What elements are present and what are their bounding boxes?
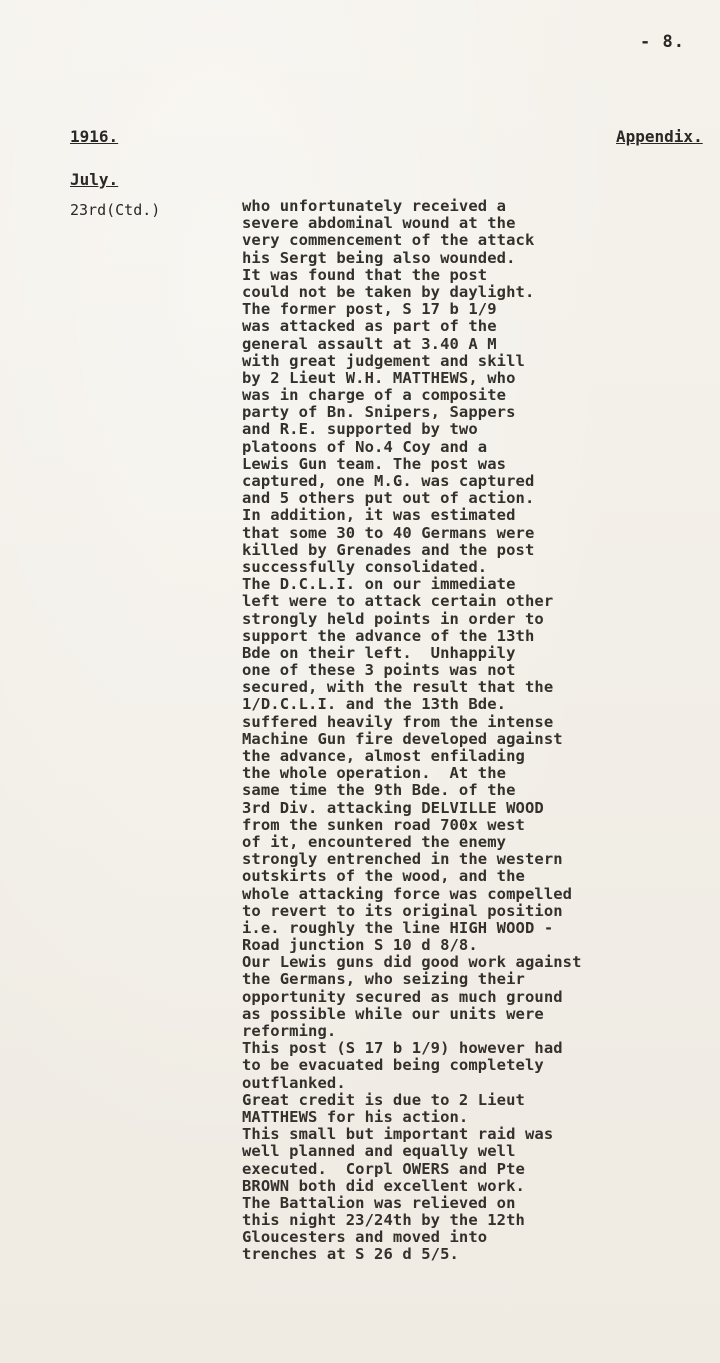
text-line: general assault at 3.40 A M xyxy=(242,334,497,353)
text-line: reforming. xyxy=(242,1022,337,1040)
text-line: 3rd Div. attacking DELVILLE WOOD xyxy=(242,798,544,817)
text-line: left were to attack certain other xyxy=(242,592,554,611)
text-line: successfully consolidated. xyxy=(242,557,488,576)
text-line: outflanked. xyxy=(242,1073,346,1092)
text-line: with great judgement and skill xyxy=(242,351,525,370)
text-line: to be evacuated being completely xyxy=(242,1056,544,1075)
text-line: killed by Grenades and the post xyxy=(242,540,535,559)
text-line: that some 30 to 40 Germans were xyxy=(242,523,535,542)
text-line: This post (S 17 b 1/9) however had xyxy=(242,1039,563,1058)
text-line: BROWN both did excellent work. xyxy=(242,1176,525,1195)
text-line: opportunity secured as much ground xyxy=(242,987,563,1006)
text-line: the Germans, who seizing their xyxy=(242,970,525,989)
text-line: of it, encountered the enemy xyxy=(242,832,507,851)
year-heading: 1916. xyxy=(70,127,119,146)
text-line: platoons of No.4 Coy and a xyxy=(242,437,488,456)
text-line: was attacked as part of the xyxy=(242,317,497,336)
text-line: the whole operation. At the xyxy=(242,764,507,783)
page-number: - 8. xyxy=(640,32,685,52)
text-line: party of Bn. Snipers, Sappers xyxy=(242,403,516,422)
text-line: The D.C.L.I. on our immediate xyxy=(242,575,516,594)
text-line: Road junction S 10 d 8/8. xyxy=(242,936,478,955)
date-label: 23rd(Ctd.) xyxy=(70,201,161,219)
text-line: Machine Gun fire developed against xyxy=(242,729,563,748)
text-line: severe abdominal wound at the xyxy=(242,214,516,233)
appendix-heading: Appendix. xyxy=(616,127,703,146)
text-line: was in charge of a composite xyxy=(242,386,507,405)
text-line: executed. Corpl OWERS and Pte xyxy=(242,1159,525,1178)
text-line: strongly entrenched in the western xyxy=(242,850,563,869)
text-line: The Battalion was relieved on xyxy=(242,1193,516,1212)
text-line: Bde on their left. Unhappily xyxy=(242,643,516,662)
text-line: very commencement of the attack xyxy=(242,231,535,250)
text-line: this night 23/24th by the 12th xyxy=(242,1211,525,1230)
month-heading: July. xyxy=(70,170,119,189)
text-line: 1/D.C.L.I. and the 13th Bde. xyxy=(242,695,507,714)
text-line: strongly held points in order to xyxy=(242,609,544,628)
text-line: one of these 3 points was not xyxy=(242,661,516,680)
text-line: Great credit is due to 2 Lieut xyxy=(242,1090,525,1109)
text-line: Lewis Gun team. The post was xyxy=(242,454,507,473)
text-line: Our Lewis guns did good work against xyxy=(242,953,582,972)
text-line: In addition, it was estimated xyxy=(242,506,516,525)
text-line: whole attacking force was compelled xyxy=(242,884,573,903)
diary-entry-text xyxy=(242,198,718,1264)
text-line: support the advance of the 13th xyxy=(242,626,535,645)
text-line: and 5 others put out of action. xyxy=(242,489,535,508)
text-line: by 2 Lieut W.H. MATTHEWS, who xyxy=(242,368,516,387)
text-line: to revert to its original position xyxy=(242,901,563,920)
text-line: could not be taken by daylight. xyxy=(242,282,535,301)
text-line: and R.E. supported by two xyxy=(242,420,478,439)
text-line: his Sergt being also wounded. xyxy=(242,248,516,267)
text-line: who unfortunately received a xyxy=(242,197,507,215)
text-line: This small but important raid was xyxy=(242,1125,554,1144)
text-line: MATTHEWS for his action. xyxy=(242,1107,469,1126)
text-line: i.e. roughly the line HIGH WOOD - xyxy=(242,918,554,937)
text-line: the advance, almost enfilading xyxy=(242,747,525,765)
text-line: The former post, S 17 b 1/9 xyxy=(242,300,497,319)
text-line: secured, with the result that the xyxy=(242,678,554,697)
text-line: from the sunken road 700x west xyxy=(242,815,525,834)
text-line: It was found that the post xyxy=(242,265,488,284)
text-line: well planned and equally well xyxy=(242,1142,516,1161)
text-line: suffered heavily from the intense xyxy=(242,712,554,731)
text-line: outskirts of the wood, and the xyxy=(242,867,525,886)
text-line: Gloucesters and moved into xyxy=(242,1228,488,1247)
text-line: same time the 9th Bde. of the xyxy=(242,781,516,800)
text-line: captured, one M.G. was captured xyxy=(242,472,535,490)
text-line: trenches at S 26 d 5/5. xyxy=(242,1245,459,1264)
text-line: as possible while our units were xyxy=(242,1004,544,1023)
